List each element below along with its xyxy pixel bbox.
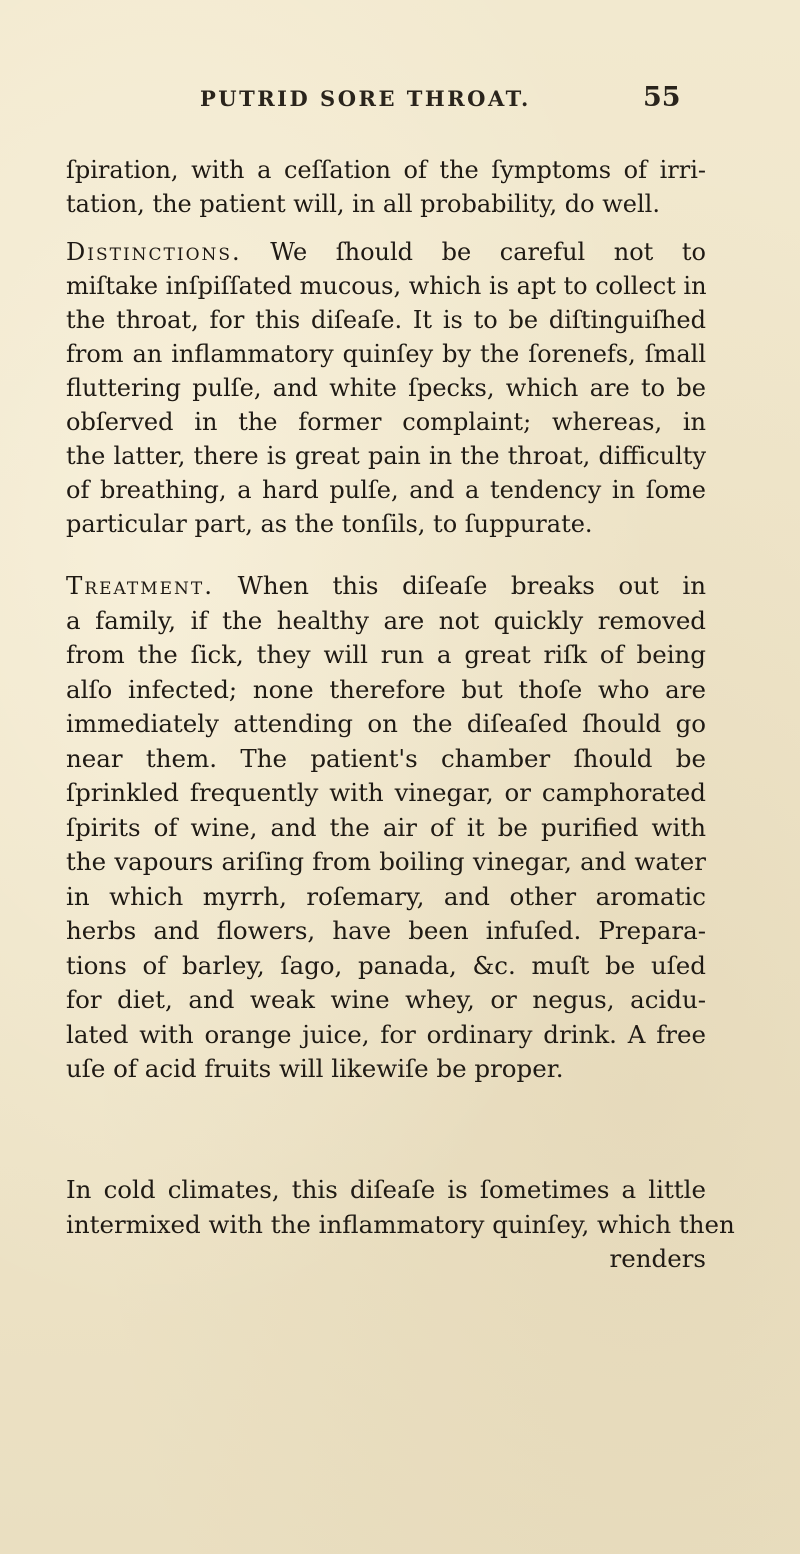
text-line-rest: We ſhould be careful not to — [241, 238, 706, 266]
text-line: a family, if the healthy are not quickly removed — [66, 605, 706, 635]
text-line: ſpiration, with a ceſſation of the ſymptoms of irri- — [66, 156, 706, 184]
page-header — [0, 82, 800, 122]
text-line: the throat, for this diſeaſe. It is to be diſtinguiſhed — [66, 306, 706, 334]
text-line-rest: When this diſeaſe breaks out in — [214, 571, 706, 600]
text-line: miſtake inſpiſſated mucous, which is apt to collect in — [66, 272, 707, 300]
text-line: lated with orange juice, for ordinary drink. A free — [66, 1019, 706, 1049]
text-line: intermixed with the inflammatory quinſey, which then — [66, 1209, 735, 1239]
text-line: the vapours ariſing from boiling vinegar, and water — [66, 847, 706, 876]
text-line — [66, 569, 706, 604]
text-line: tions of barley, ſago, panada, &c. muſt be uſed — [66, 950, 706, 980]
text-line: herbs and flowers, have been infuſed. Prepara- — [66, 916, 706, 945]
text-line: from the ſick, they will run a great riſk of being — [66, 640, 706, 669]
text-line: of breathing, a hard pulſe, and a tendency in ſome — [66, 476, 706, 504]
text-line: for diet, and weak wine whey, or negus, acidu- — [66, 985, 706, 1014]
text-line: the latter, there is great pain in the throat, difficulty — [66, 442, 706, 470]
catchword: renders — [609, 1244, 706, 1273]
paragraph-distinctions — [66, 235, 706, 541]
text-line: tation, the patient will, in all probability, do well. — [66, 190, 660, 218]
text-line: ſpirits of wine, and the air of it be purified with — [66, 812, 706, 842]
section-heading-treatment: Treatment. — [66, 571, 215, 600]
text-line: alſo infected; none therefore but thoſe who are — [66, 674, 706, 704]
paragraph-treatment — [66, 569, 706, 1087]
page-number: 55 — [643, 82, 681, 113]
text-line: fluttering pulſe, and white ſpecks, which are to be — [66, 374, 706, 402]
text-line — [66, 235, 706, 269]
text-line: uſe of acid fruits will likewiſe be proper. — [66, 1054, 564, 1083]
paragraph-continuation — [66, 153, 706, 221]
text-line: particular part, as the tonſils, to ſuppurate. — [66, 510, 593, 538]
paragraph-cold-climates — [66, 1173, 735, 1277]
text-line: from an inflammatory quinſey by the ſorenefs, ſmall — [66, 340, 706, 368]
text-line: obſerved in the former complaint; whereas, in — [66, 408, 706, 436]
text-line: ſprinkled frequently with vinegar, or camphorated — [66, 778, 706, 807]
section-heading-distinctions: Distinctions. — [66, 238, 242, 266]
text-line: In cold climates, this diſeaſe is ſometimes a little — [66, 1175, 706, 1204]
running-title: PUTRID SORE THROAT. — [200, 86, 531, 111]
text-line: immediately attending on the diſeaſed ſhould go — [66, 709, 706, 738]
text-line: in which myrrh, roſemary, and other aromatic — [66, 881, 706, 911]
text-line: near them. The patient's chamber ſhould be — [66, 743, 706, 773]
